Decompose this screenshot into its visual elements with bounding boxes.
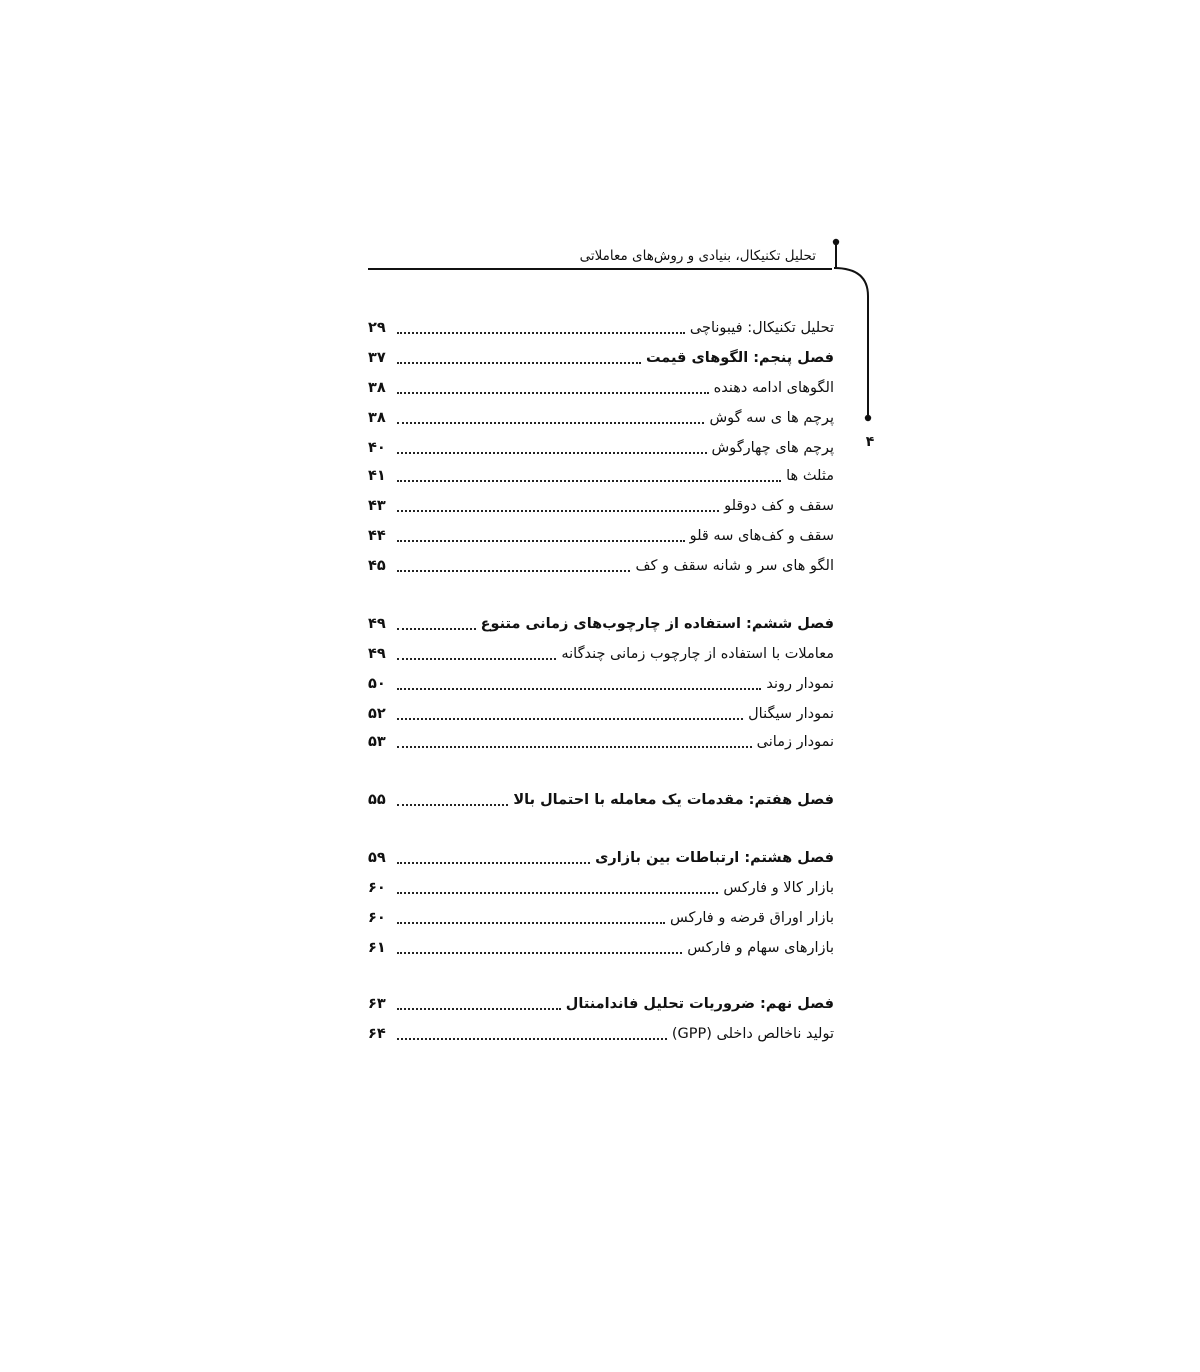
toc-entry	[368, 640, 834, 668]
toc-entry	[368, 610, 834, 638]
dot-leader	[397, 746, 752, 748]
toc-entry-title: بازار کالا و فارکس	[723, 880, 834, 896]
toc-entry	[368, 374, 834, 402]
dot-leader	[397, 952, 682, 954]
toc-entry-title: مثلث ها	[786, 468, 834, 484]
toc-entry-title: سقف و کف دوقلو	[724, 498, 834, 514]
toc-entry-title: فصل ششم: استفاده از چارچوب‌های زمانی متنوع	[480, 616, 834, 632]
toc-entry-page: ۵۲	[368, 706, 386, 722]
toc-entry	[368, 462, 834, 490]
dot-leader	[397, 510, 719, 512]
dot-leader	[397, 392, 709, 394]
toc-entry-title: پرچم ها ی سه گوش	[709, 410, 834, 426]
dot-leader	[397, 540, 685, 542]
toc-entry	[368, 344, 834, 372]
toc-entry	[368, 700, 834, 728]
toc-entry-title: تحلیل تکنیکال: فیبوناچی	[689, 320, 834, 336]
toc-entry	[368, 552, 834, 580]
toc-entry-page: ۵۰	[368, 676, 386, 692]
toc-entry-title: بازارهای سهام و فارکس	[687, 940, 834, 956]
toc-entry-page: ۶۱	[368, 940, 386, 956]
dot-leader	[397, 1038, 667, 1040]
toc-entry	[368, 728, 834, 756]
toc-entry-page: ۴۱	[368, 468, 386, 484]
toc-entry-page: ۴۴	[368, 528, 386, 544]
toc-entry	[368, 844, 834, 872]
toc-entry	[368, 670, 834, 698]
toc-entry	[368, 990, 834, 1018]
toc-entry-page: ۵۳	[368, 734, 386, 750]
dot-leader	[397, 422, 704, 424]
dot-leader	[397, 922, 665, 924]
toc-entry-page: ۳۸	[368, 410, 386, 426]
dot-leader	[397, 480, 781, 482]
toc-entry-page: ۶۴	[368, 1026, 386, 1042]
toc-entry-title: فصل نهم: ضروریات تحلیل فاندامنتال	[565, 996, 834, 1012]
toc-entry-title: الگو های سر و شانه سقف و کف	[635, 558, 834, 574]
toc-entry-title: نمودار روند	[766, 676, 834, 692]
toc-entry-page: ۴۹	[368, 646, 386, 662]
toc-entry-page: ۴۳	[368, 498, 386, 514]
toc-entry-title: پرچم های چهارگوش	[711, 440, 834, 456]
toc-entry-page: ۳۷	[368, 350, 386, 366]
dot-leader	[397, 570, 630, 572]
dot-leader	[397, 718, 743, 720]
toc-entry-page: ۴۵	[368, 558, 386, 574]
toc-entry-title: فصل هشتم: ارتباطات بین بازاری	[595, 850, 834, 866]
toc-entry	[368, 1020, 834, 1048]
toc-entry	[368, 786, 834, 814]
toc-entry-page: ۳۸	[368, 380, 386, 396]
dot-leader	[397, 628, 476, 630]
toc-entry-title: نمودار سیگنال	[748, 706, 834, 722]
toc-entry-title: تولید ناخالص داخلی (GPP)	[671, 1026, 834, 1042]
toc-entry	[368, 314, 834, 342]
toc-entry	[368, 492, 834, 520]
toc-entry-page: ۲۹	[368, 320, 386, 336]
toc-entry-title: معاملات با استفاده از چارچوب زمانی چندگانه	[561, 646, 834, 662]
running-header: تحلیل تکنیکال، بنیادی و روش‌های معاملاتی	[579, 248, 816, 264]
dot-leader	[397, 892, 718, 894]
toc-entry-title: سقف و کف‌های سه قلو	[689, 528, 834, 544]
dot-leader	[397, 804, 508, 806]
dot-leader	[397, 332, 685, 334]
dot-leader	[397, 688, 761, 690]
toc-entry-title: فصل هفتم: مقدمات یک معامله با احتمال بالا	[513, 792, 834, 808]
toc-entry-title: نمودار زمانی	[756, 734, 834, 750]
toc-entry	[368, 404, 834, 432]
toc-entry	[368, 522, 834, 550]
toc-entry-title: بازار اوراق قرضه و فارکس	[670, 910, 834, 926]
toc-entry-page: ۵۹	[368, 850, 386, 866]
toc-entry	[368, 904, 834, 932]
dot-leader	[397, 1008, 561, 1010]
toc-entry-title: الگوهای ادامه دهنده	[713, 380, 834, 396]
toc-entry	[368, 434, 834, 462]
dot-leader	[397, 452, 707, 454]
toc-entry	[368, 934, 834, 962]
page-number: ۴	[865, 434, 875, 450]
dot-leader	[397, 658, 556, 660]
toc-entry-page: ۶۰	[368, 880, 386, 896]
header-rule	[368, 268, 832, 270]
toc-entry-page: ۴۰	[368, 440, 386, 456]
toc-entry-page: ۶۳	[368, 996, 386, 1012]
toc-entry	[368, 874, 834, 902]
toc-entry-page: ۴۹	[368, 616, 386, 632]
dot-leader	[397, 862, 590, 864]
dot-leader	[397, 362, 641, 364]
toc-entry-page: ۵۵	[368, 792, 386, 808]
toc-entry-page: ۶۰	[368, 910, 386, 926]
toc-entry-title: فصل پنجم: الگوهای قیمت	[645, 350, 834, 366]
